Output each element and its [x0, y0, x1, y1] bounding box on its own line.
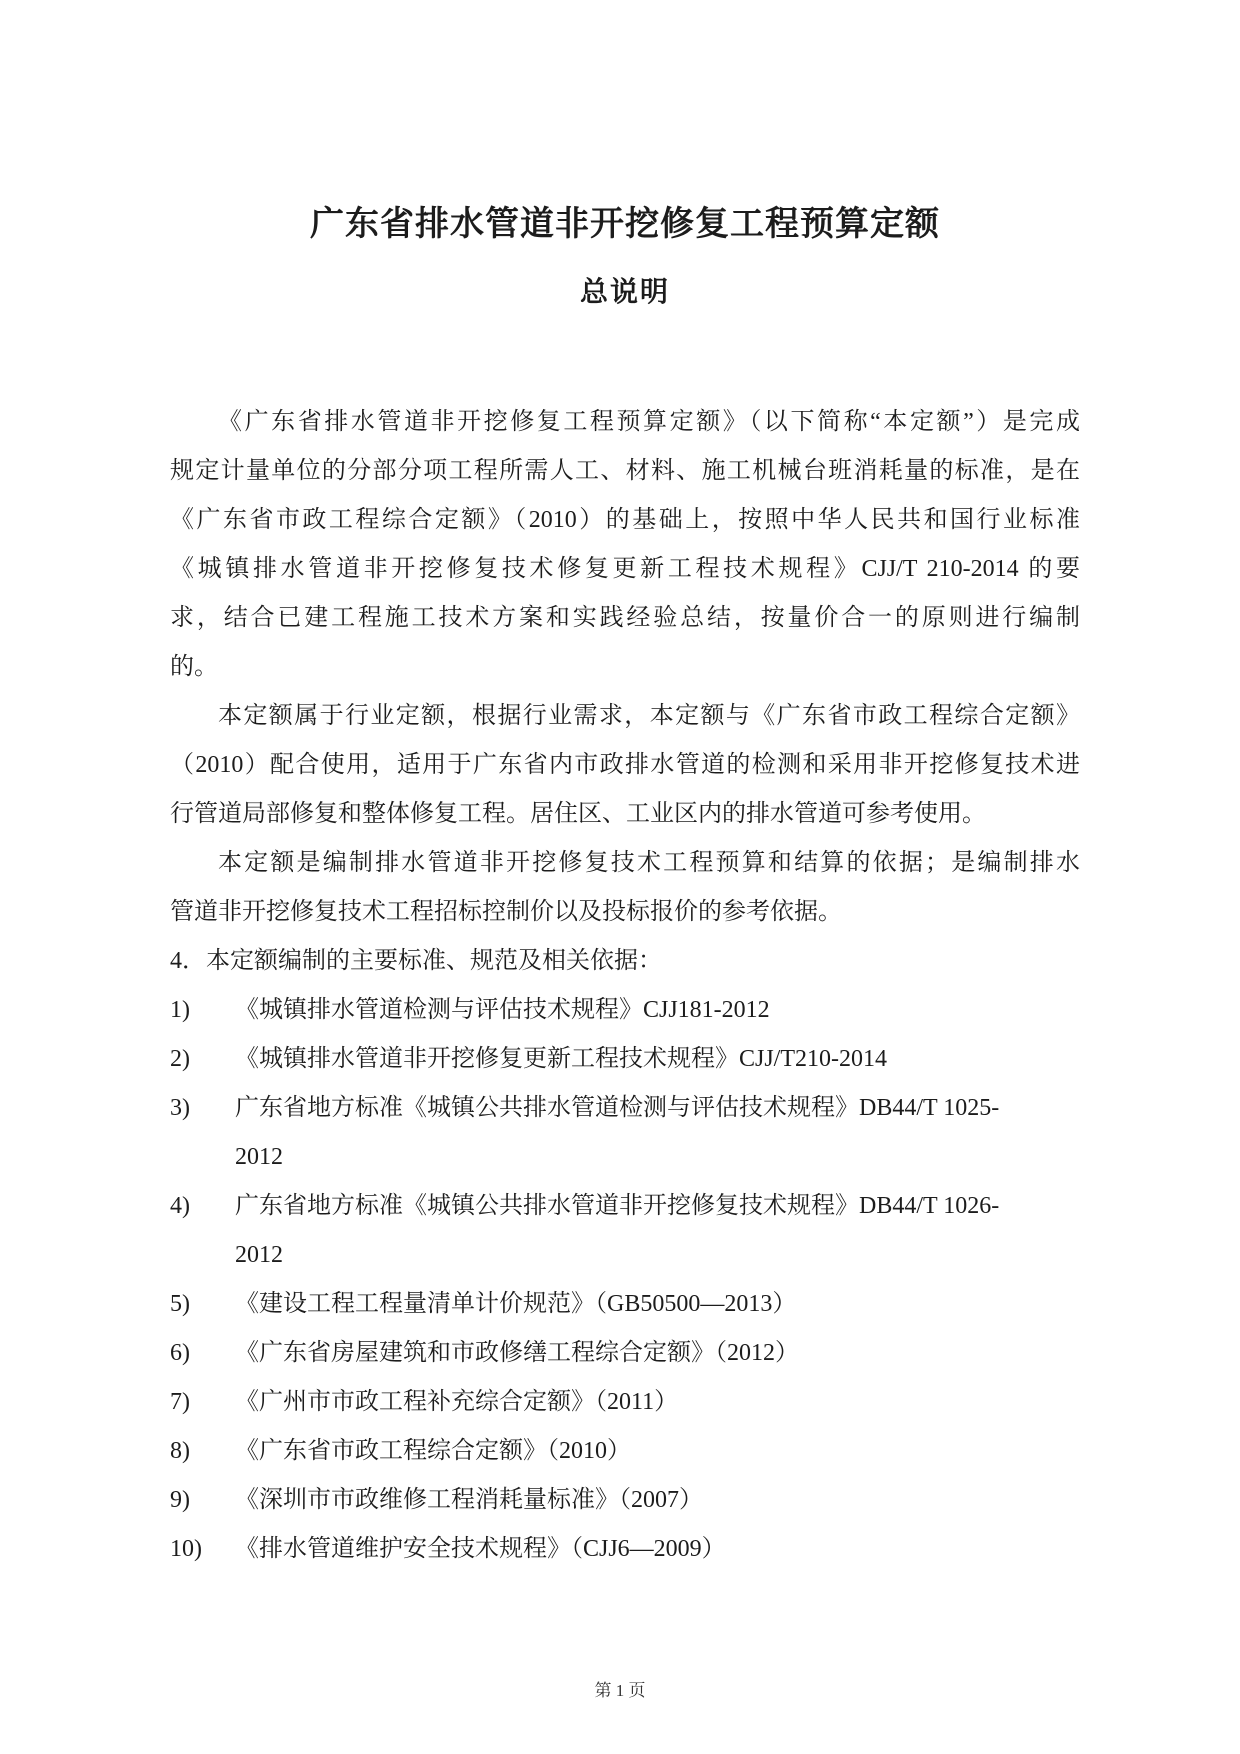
list-item — [170, 1329, 1080, 1378]
list-item-number: 4) — [170, 1193, 190, 1219]
text-line: 《广东省排水管道非开挖修复工程预算定额》（以下简称“本定额”）是完成 — [218, 409, 1080, 435]
list-item — [170, 1525, 1080, 1574]
list-item-number: 7) — [170, 1389, 190, 1415]
list-item-number: 1) — [170, 997, 190, 1023]
text-line: 《广东省市政工程综合定额》（2010）的基础上，按照中华人民共和国行业标准 — [170, 507, 1080, 533]
paragraph — [170, 839, 1080, 937]
text-line: 《城镇排水管道非开挖修复技术修复更新工程技术规程》CJJ/T 210-2014 的要 — [170, 556, 1080, 582]
section-heading: 4．本定额编制的主要标准、规范及相关依据： — [170, 948, 662, 974]
list-item-number: 6) — [170, 1340, 190, 1366]
list-item — [170, 1280, 1080, 1329]
list-item-line: 2012 — [235, 1242, 283, 1268]
list-item — [170, 1427, 1080, 1476]
list-item-number: 10) — [170, 1536, 202, 1562]
list-item-number: 5) — [170, 1291, 190, 1317]
list-item-line: 2012 — [235, 1144, 283, 1170]
list-item-line: 《广州市市政工程补充综合定额》（2011） — [235, 1389, 679, 1415]
list-item — [170, 1378, 1080, 1427]
page-number: 第 1 页 — [594, 1681, 646, 1700]
list-item — [170, 986, 1080, 1035]
document-subtitle: 总说明 — [579, 277, 670, 308]
text-line: 的。 — [170, 654, 218, 680]
list-item-line: 《广东省房屋建筑和市政修缮工程综合定额》（2012） — [235, 1340, 799, 1366]
list-item-line: 广东省地方标准《城镇公共排水管道非开挖修复技术规程》DB44/T 1026- — [235, 1193, 1000, 1219]
list-item-line: 《排水管道维护安全技术规程》（CJJ6—2009） — [235, 1536, 726, 1562]
list-item-line: 广东省地方标准《城镇公共排水管道检测与评估技术规程》DB44/T 1025- — [235, 1095, 1000, 1121]
list-item-line: 《深圳市市政维修工程消耗量标准》（2007） — [235, 1487, 703, 1513]
text-line: 管道非开挖修复技术工程招标控制价以及投标报价的参考依据。 — [170, 899, 842, 925]
paragraph — [170, 692, 1080, 839]
text-line: 规定计量单位的分部分项工程所需人工、材料、施工机械台班消耗量的标准，是在 — [170, 458, 1080, 484]
list-item-line: 《城镇排水管道检测与评估技术规程》CJJ181-2012 — [235, 997, 770, 1023]
text-line: 本定额是编制排水管道非开挖修复技术工程预算和结算的依据；是编制排水 — [218, 850, 1080, 876]
paragraph — [170, 398, 1080, 692]
list-item-number: 2) — [170, 1046, 190, 1072]
document-title: 广东省排水管道非开挖修复工程预算定额 — [310, 206, 940, 243]
list-item-number: 8) — [170, 1438, 190, 1464]
list-item-number: 9) — [170, 1487, 190, 1513]
document-body — [170, 398, 1080, 1574]
text-line: 行管道局部修复和整体修复工程。居住区、工业区内的排水管道可参考使用。 — [170, 801, 986, 827]
text-line: 本定额属于行业定额，根据行业需求，本定额与《广东省市政工程综合定额》 — [218, 703, 1080, 729]
list-item-number: 3) — [170, 1095, 190, 1121]
list-item — [170, 1084, 1080, 1182]
list-item-line: 《广东省市政工程综合定额》（2010） — [235, 1438, 631, 1464]
list-item-line: 《城镇排水管道非开挖修复更新工程技术规程》CJJ/T210-2014 — [235, 1046, 888, 1072]
list-item — [170, 1476, 1080, 1525]
list-item-line: 《建设工程工程量清单计价规范》（GB50500—2013） — [235, 1291, 797, 1317]
text-line: （2010）配合使用，适用于广东省内市政排水管道的检测和采用非开挖修复技术进 — [170, 752, 1080, 778]
list-item — [170, 1182, 1080, 1280]
text-line: 求，结合已建工程施工技术方案和实践经验总结，按量价合一的原则进行编制 — [170, 605, 1080, 631]
list-item — [170, 1035, 1080, 1084]
